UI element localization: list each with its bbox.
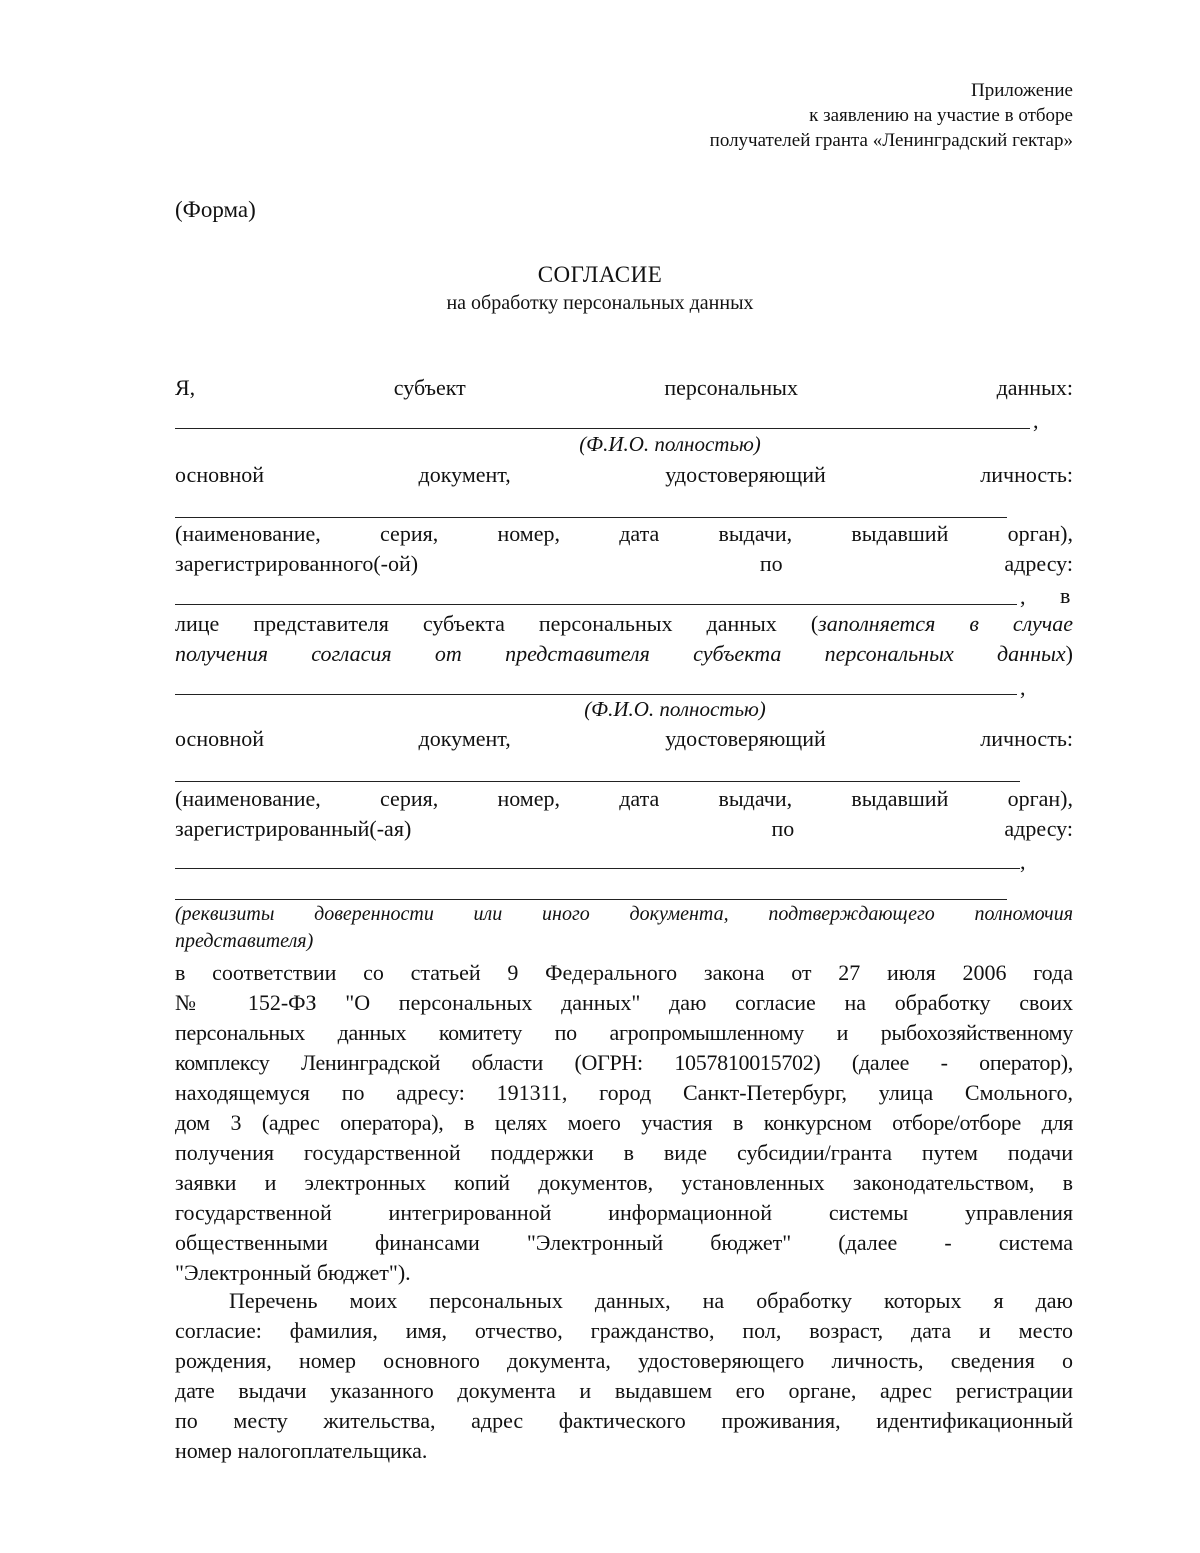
document-row <box>175 726 1073 752</box>
fio-blank-line <box>175 428 1030 429</box>
detail-word: орган), <box>1007 786 1073 811</box>
address-blank-line <box>175 868 1020 869</box>
comma-mark: , <box>1020 849 1026 874</box>
paragraph-line: комплексу Ленинградской области (ОГРН: 1057810015702) (далее - оператор), <box>175 1050 1073 1075</box>
paragraph-line: получения государственной поддержки в виде субсидии/гранта путем подачи <box>175 1140 1073 1165</box>
text-normal: лице представителя субъекта персональных данных ( <box>175 611 819 636</box>
paragraph-line <box>175 609 1073 639</box>
paragraph-line: по месту жительства, адрес фактического проживания, идентификационный <box>175 1408 1073 1433</box>
document-word: основной <box>175 462 265 487</box>
paragraph-line: в соответствии со статьей 9 Федерального закона от 27 июля 2006 года <box>175 960 1073 985</box>
document-details-row <box>175 521 1073 547</box>
document-blank-line <box>175 517 1007 518</box>
detail-word: серия, <box>380 521 439 546</box>
subject-word: субъект <box>393 375 466 400</box>
fio-caption: (Ф.И.О. полностью) <box>584 697 766 721</box>
appendix-header <box>710 78 1073 153</box>
detail-word: дата <box>619 521 660 546</box>
registration-word: зарегистрированный(-ая) <box>175 816 412 841</box>
registration-word: адресу: <box>1004 551 1073 576</box>
form-label: (Форма) <box>175 197 256 222</box>
registration-row <box>175 551 1073 577</box>
detail-word: (наименование, <box>175 786 321 811</box>
paragraph-line: государственной интегрированной информационной системы управления <box>175 1200 1073 1225</box>
paragraph-line: рождения, номер основного документа, удостоверяющего личность, сведения о <box>175 1348 1073 1373</box>
v-word: в <box>1060 583 1071 608</box>
comma-mark: , <box>1020 675 1026 700</box>
paragraph-line: персональных данных комитету по агропромышленному и рыбохозяйственному <box>175 1020 1073 1045</box>
detail-word: номер, <box>497 521 560 546</box>
detail-word: выдачи, <box>718 786 793 811</box>
document-details-row <box>175 786 1073 812</box>
paragraph-line: находящемуся по адресу: 191311, город Санкт-Петербург, улица Смольного, <box>175 1080 1073 1105</box>
paragraph-line <box>175 639 1073 669</box>
paragraph-line: заявки и электронных копий документов, установленных законодательством, в <box>175 1170 1073 1195</box>
subject-row <box>175 375 1073 401</box>
main-paragraph <box>175 958 1073 1288</box>
document-title: СОГЛАСИЕ <box>537 262 663 287</box>
detail-word: выдавший <box>851 786 949 811</box>
proxy-caption <box>175 901 1073 955</box>
appendix-line-2: к заявлению на участие в отборе <box>809 105 1073 126</box>
document-word: удостоверяющий <box>665 462 826 487</box>
appendix-line-3: получателей гранта «Ленинградский гектар» <box>709 130 1073 151</box>
detail-word: номер, <box>497 786 560 811</box>
text-italic: заполняется в случае <box>818 611 1073 636</box>
document-row <box>175 462 1073 488</box>
document-blank-line <box>175 781 1020 782</box>
list-paragraph <box>175 1286 1073 1466</box>
document-word: личность: <box>980 462 1073 487</box>
paragraph-line: "Электронный бюджет"). <box>175 1260 411 1285</box>
registration-word: адресу: <box>1004 816 1073 841</box>
document-word: документ, <box>418 726 511 751</box>
subject-word: Я, <box>175 375 196 400</box>
detail-word: орган), <box>1007 521 1073 546</box>
registration-word: по <box>771 816 795 841</box>
address-blank-line <box>175 604 1017 605</box>
fio-caption: (Ф.И.О. полностью) <box>579 432 761 456</box>
paragraph-line: № 152-ФЗ "О персональных данных" даю согласие на обработку своих <box>175 990 1073 1015</box>
detail-word: (наименование, <box>175 521 321 546</box>
paragraph-line: Перечень моих персональных данных, на обработку которых я даю <box>229 1288 1073 1313</box>
paragraph-line: согласие: фамилия, имя, отчество, гражданство, пол, возраст, дата и место <box>175 1318 1073 1343</box>
subject-word: данных: <box>996 375 1073 400</box>
proxy-caption-line: (реквизиты доверенности или иного документа, подтверждающего полномочия <box>175 903 1073 925</box>
paragraph-line: общественными финансами "Электронный бюджет" (далее - система <box>175 1230 1073 1255</box>
detail-word: серия, <box>380 786 439 811</box>
registration-word: зарегистрированного(-ой) <box>175 551 419 576</box>
document-word: личность: <box>980 726 1073 751</box>
text-normal: ) <box>1065 641 1073 666</box>
document-word: документ, <box>418 462 511 487</box>
comma-mark: , <box>1033 408 1039 433</box>
detail-word: выдавший <box>851 521 949 546</box>
subject-word: персональных <box>664 375 798 400</box>
document-word: основной <box>175 726 265 751</box>
paragraph-line: дом 3 (адрес оператора), в целях моего участия в конкурсном отборе/отборе для <box>175 1110 1073 1135</box>
paragraph-line: номер налогоплательщика. <box>175 1438 428 1463</box>
document-word: удостоверяющий <box>665 726 826 751</box>
comma-mark: , <box>1020 584 1026 609</box>
detail-word: дата <box>619 786 660 811</box>
proxy-blank-line <box>175 899 1007 900</box>
rep-fio-blank-line <box>175 694 1017 695</box>
paragraph-line: дате выдачи указанного документа и выдавшем его органе, адрес регистрации <box>175 1378 1073 1403</box>
registration-word: по <box>759 551 783 576</box>
representative-paragraph <box>175 609 1073 669</box>
appendix-line-1: Приложение <box>971 80 1073 101</box>
registration-row <box>175 816 1073 842</box>
document-subtitle: на обработку персональных данных <box>446 292 754 314</box>
proxy-caption-line: представителя) <box>175 930 314 952</box>
detail-word: выдачи, <box>718 521 793 546</box>
text-italic: получения согласия от представителя субъекта персональных данных <box>175 641 1066 666</box>
